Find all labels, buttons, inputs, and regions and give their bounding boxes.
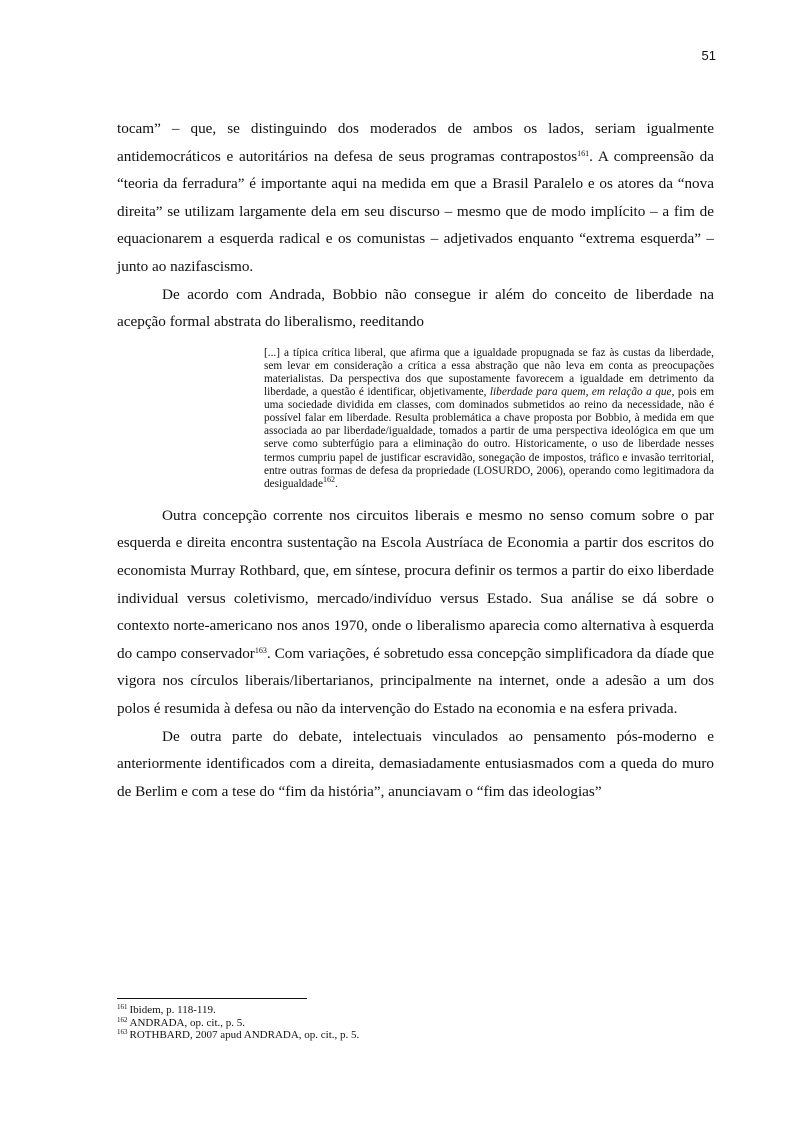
footnote-161 bbox=[117, 1004, 714, 1017]
paragraph-1-text-a: tocam” – que, se distinguindo dos moderados de ambos os lados, seriam igualmente antidemocráticos e autoritários na defesa de seus programas contrapostos bbox=[117, 120, 714, 165]
quote-end: . bbox=[334, 477, 338, 490]
footnote-ref-161: 161 bbox=[577, 148, 590, 158]
footnote-162 bbox=[117, 1017, 714, 1030]
quote-text-a: [...] a típica crítica liberal, que afirma que a igualdade propugnada se faz às custas da liberdade, sem levar em consideração a crítica a essa abstração que não leva em conta as preocupações materialistas. Da perspectiva dos que supostamente favorecem a igualdade em detrimento da liberdade, a questão é identificar, objetivamente, bbox=[264, 346, 714, 399]
footnote-number: 161 bbox=[117, 1003, 128, 1011]
paragraph-1-text-b: . A compreensão da “teoria da ferradura” é importante aqui na medida em que a Brasil Paralelo e os atores da “nova direita” se utilizam largamente dela em seu discurso – mesmo que de modo implícito – a fim de equacionarem a esquerda radical e os comunistas – adjetivados enquanto “extrema esquerda” – junto ao nazifascismo. bbox=[117, 147, 714, 275]
footnotes bbox=[117, 1004, 714, 1042]
paragraph-3 bbox=[117, 502, 714, 723]
footnote-text: ROTHBARD, 2007 apud ANDRADA, op. cit., p. 5. bbox=[129, 1029, 360, 1042]
footnote-163 bbox=[117, 1029, 714, 1042]
page-number: 51 bbox=[701, 48, 716, 63]
footnote-ref-162: 162 bbox=[322, 474, 335, 484]
footnote-text: Ibidem, p. 118-119. bbox=[129, 1004, 216, 1016]
footnote-ref-163: 163 bbox=[254, 645, 267, 655]
footnote-number: 163 bbox=[117, 1028, 128, 1037]
footnote-divider bbox=[117, 998, 307, 999]
paragraph-1 bbox=[117, 115, 714, 281]
block-quote bbox=[264, 347, 714, 491]
footnote-text: ANDRADA, op. cit., p. 5. bbox=[129, 1016, 245, 1029]
quote-text-b: , pois em uma sociedade dividida em classes, com dominados submetidos ao reino da necessidade, não é possível falar em liberdade. Resulta problemática a chave proposta por Bobbio, à medida em que associada ao par liberdade/igualdade, tomados a partir de uma perspectiva ideológica em que um serve como subterfúgio para a eliminação do outro. Historicamente, o uso de liberdade nesses termos cumpriu papel de justificar escravidão, sonegação de impostos, tráfico e invasão territorial, entre outras formas de defesa da propriedade (LOSURDO, 2006), operando como legitimadora da desigualdade bbox=[264, 386, 714, 490]
paragraph-4: De outra parte do debate, intelectuais vinculados ao pensamento pós-moderno e anteriormente identificados com a direita, demasiadamente entusiasmados com a queda do muro de Berlim e com a tese do “fim da história”, anunciavam o “fim das ideologias” bbox=[117, 727, 714, 800]
paragraph-3-text-a: Outra concepção corrente nos circuitos liberais e mesmo no senso comum sobre o par esquerda e direita encontra sustentação na Escola Austríaca de Economia a partir dos escritos do economista Murray Rothbard, que, em síntese, procura definir os termos a partir do eixo liberdade individual versus coletivismo, mercado/indivíduo versus Estado. Sua análise se dá sobre o contexto norte-americano nos anos 1970, onde o liberalismo aparecia como alternativa à esquerda do campo conservador bbox=[117, 506, 714, 662]
paragraph-2: De acordo com Andrada, Bobbio não consegue ir além do conceito de liberdade na acepção formal abstrata do liberalismo, reeditando bbox=[117, 285, 714, 331]
paragraph-3-text-b: . Com variações, é sobretudo essa concepção simplificadora da díade que vigora nos círculos liberais/libertarianos, principalmente na internet, onde a adesão a um dos polos é resumida à defesa ou não da intervenção do Estado na economia e na esfera privada. bbox=[117, 644, 714, 717]
footnote-number: 162 bbox=[117, 1015, 128, 1024]
body-text bbox=[117, 115, 714, 805]
quote-italic: liberdade para quem, em relação a que bbox=[489, 386, 672, 399]
